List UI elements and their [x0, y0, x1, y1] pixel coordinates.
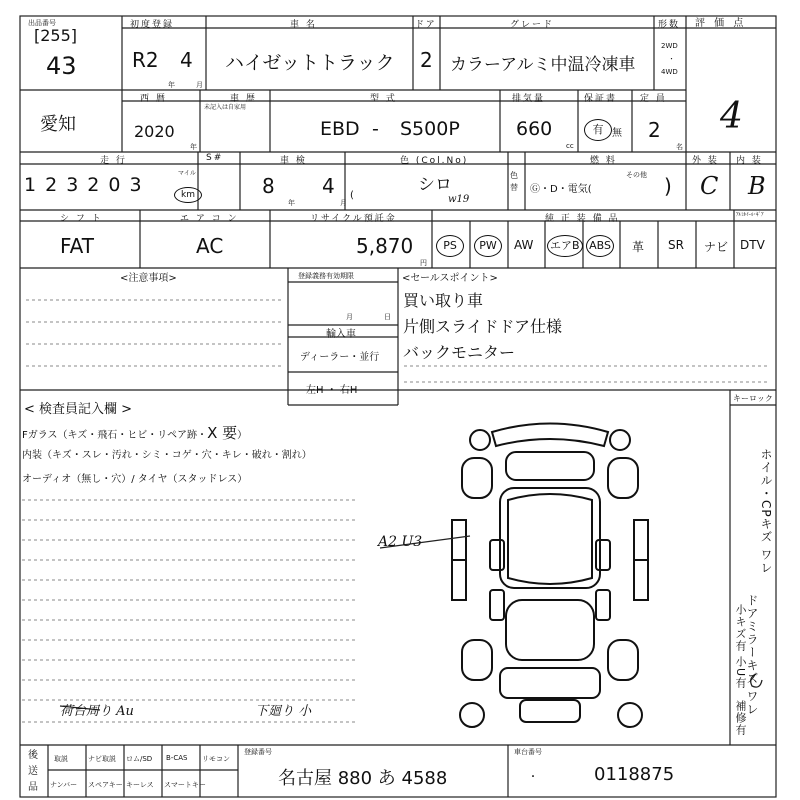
fuel-paren-close: ) [664, 174, 672, 198]
mileage-label: 走 行 [100, 156, 127, 166]
km-mark: km [174, 182, 202, 203]
right-text-3: 小キズ有 [734, 604, 747, 652]
reg-duty-label: 登録義務有効期限 [298, 272, 354, 280]
year-unit: 年 [168, 81, 175, 89]
history-label: 車 歴 [230, 94, 257, 104]
notes-label: <注意事項> [120, 273, 177, 284]
chassis-dot: ・ [528, 772, 538, 783]
footer-item-navi-manual: ナビ取説 [88, 755, 116, 763]
warranty-no: 無 [612, 128, 622, 139]
model-code: S500P [400, 118, 460, 140]
ac-label: エ ア コ ン [180, 214, 239, 224]
grade-label: グレード [510, 20, 555, 30]
lot-number: 43 [46, 52, 77, 80]
year-value: 2020 [134, 122, 175, 141]
sales-point-3: バックモニター [403, 343, 516, 362]
model-prefix: EBD [320, 118, 360, 140]
color-value: シロ [418, 175, 452, 195]
key-lock-label: キーロック [733, 394, 773, 403]
ac-value: AC [196, 234, 224, 258]
drive-dot: ・ [668, 55, 675, 63]
reg-month-label: 月 [346, 313, 353, 321]
footer-item-manual: 取説 [54, 755, 68, 763]
displacement-label: 排気量 [512, 94, 546, 104]
reg-day-label: 日 [384, 313, 391, 321]
sales-point-1: 買い取り車 [403, 291, 484, 310]
grade-value: カラーアルミ中温冷凍車 [450, 55, 636, 75]
car-name: ハイゼットトラック [225, 52, 395, 74]
lot-label: 出品番号 [28, 19, 56, 27]
score-label: 評 価 点 [695, 18, 747, 29]
inspection-year-unit: 年 [288, 199, 295, 207]
equipment-label: 純 正 装 備 品 [545, 214, 620, 224]
drive-label: 形数 [658, 20, 681, 30]
equip-abs: ABS [586, 234, 614, 257]
model-dash: - [372, 118, 379, 140]
month-unit: 月 [196, 81, 203, 89]
equip-airbag: エアB [547, 234, 583, 257]
interior-grade: B [748, 172, 766, 200]
footer-item-plate: ナンバー [50, 781, 78, 789]
equipment-top-right-label: ｱﾙﾐﾎｲｰﾙ･ｷﾞｱ [736, 212, 764, 218]
fuel-label: 燃 料 [590, 156, 617, 166]
equip-ps: PS [436, 234, 464, 257]
footer-item-remote: リモコン [202, 755, 230, 763]
fuel-options: Ⓖ・D・電気( [530, 184, 592, 195]
first-reg-label: 初度登録 [130, 20, 175, 30]
sales-point-2: 片側スライドドア仕様 [403, 317, 563, 336]
warranty-label: 保証書 [584, 94, 618, 104]
interior-label: 内 装 [736, 156, 763, 166]
footer-item-rom-sd: ロム/SD [126, 755, 153, 763]
chassis-label: 車台番号 [514, 748, 542, 756]
drive-2wd: 2WD [661, 42, 678, 50]
dealer-parallel: ディーラー・並行 [300, 352, 380, 363]
displacement-value: 660 [516, 118, 553, 140]
year-unit-2: 年 [190, 143, 197, 151]
import-label: 輸入車 [326, 329, 356, 340]
inspection-month-unit: 月 [340, 199, 347, 207]
hand-note-under: 下廻り 小 [255, 704, 312, 719]
equip-aw: AW [514, 238, 534, 252]
warranty-yes: 有 [584, 118, 612, 141]
doors-label: ドア [415, 20, 437, 30]
equip-leather: 革 [632, 240, 645, 254]
handle-side: 左H ・ 右H [306, 385, 358, 396]
shift-label: シ フ ト [60, 214, 103, 224]
equip-pw: PW [474, 234, 502, 257]
capacity-value: 2 [648, 118, 661, 142]
inspector-line-2: 内装（キズ・スレ・汚れ・シミ・コゲ・穴・キレ・破れ・割れ） [22, 450, 312, 461]
capacity-unit: 名 [676, 143, 683, 151]
right-text-1: ホイル・CPキズ ワレ [759, 448, 773, 575]
color-paren: ( [350, 190, 354, 201]
equip-navi: ナビ [704, 240, 729, 254]
shift-value: FAT [60, 234, 95, 258]
footer-left-label: 後 送 品 [28, 750, 38, 793]
right-text-4: 小U有 [734, 656, 747, 690]
car-name-label: 車 名 [290, 20, 317, 30]
inspection-month: 4 [322, 174, 335, 198]
exterior-grade: C [700, 172, 719, 200]
reg-era: R2 [132, 48, 159, 72]
inspector-line-1: Fガラス（キズ・飛石・ヒビ・リペア跡・X 要） [22, 424, 248, 442]
sa-label: S# [206, 153, 224, 163]
reg-number-label: 登録番号 [244, 748, 272, 756]
exterior-label: 外 装 [692, 156, 719, 166]
inspection-year: 8 [262, 174, 275, 198]
mileage-digits: 123203 [24, 174, 151, 196]
color-change-label: 色替 [510, 171, 518, 192]
yen-unit: 円 [420, 259, 427, 267]
fuel-other: その他 [626, 171, 647, 179]
equip-sr: SR [668, 238, 684, 252]
recycle-label: リサイクル預託金 [310, 214, 397, 224]
mile-mark: マイル [178, 170, 196, 177]
right-text-2: ドアミラーキズ ワレ [745, 594, 759, 716]
chassis-number: 0118875 [594, 764, 675, 785]
history-sub: 未記入は自家用 [204, 104, 247, 111]
reg-month: 4 [180, 48, 193, 72]
handwritten-marks [60, 536, 762, 710]
footer-item-keyless: キーレス [126, 781, 154, 789]
lot-bracket: [255] [34, 26, 78, 45]
recycle-fee: 5,870 [356, 234, 414, 258]
cc-unit: cc [566, 142, 574, 150]
overall-score: 4 [720, 96, 743, 137]
equip-dtv: DTV [740, 238, 765, 252]
model-code-label: 型 式 [370, 94, 397, 104]
prefecture: 愛知 [40, 114, 76, 135]
diagram-note: A2 U3 [378, 534, 423, 550]
drive-4wd: 4WD [661, 68, 678, 76]
western-year-label: 西 暦 [140, 94, 167, 104]
inspector-title: < 検査員記入欄 > [24, 402, 133, 417]
color-code: w19 [448, 194, 470, 205]
right-text-5: 補修有 [734, 700, 747, 736]
sales-label: <セールスポイント> [402, 273, 498, 284]
footer-item-spare-key: スペアキー [88, 781, 123, 789]
inspector-line-3: オーディオ（無し・穴）/ タイヤ（スタッドレス） [22, 474, 248, 485]
color-label: 色 (Col.No) [400, 156, 469, 166]
reg-number: 名古屋 880 あ 4588 [278, 768, 448, 789]
vehicle-diagram [452, 424, 648, 728]
inspection-label: 車 検 [280, 156, 307, 166]
footer-item-bcas: B-CAS [166, 754, 188, 762]
hand-note-cargo: 荷台周り Au [60, 704, 134, 719]
footer-item-smart-key: スマートキー [164, 781, 206, 789]
doors-value: 2 [420, 48, 433, 72]
capacity-label: 定 員 [640, 94, 667, 104]
